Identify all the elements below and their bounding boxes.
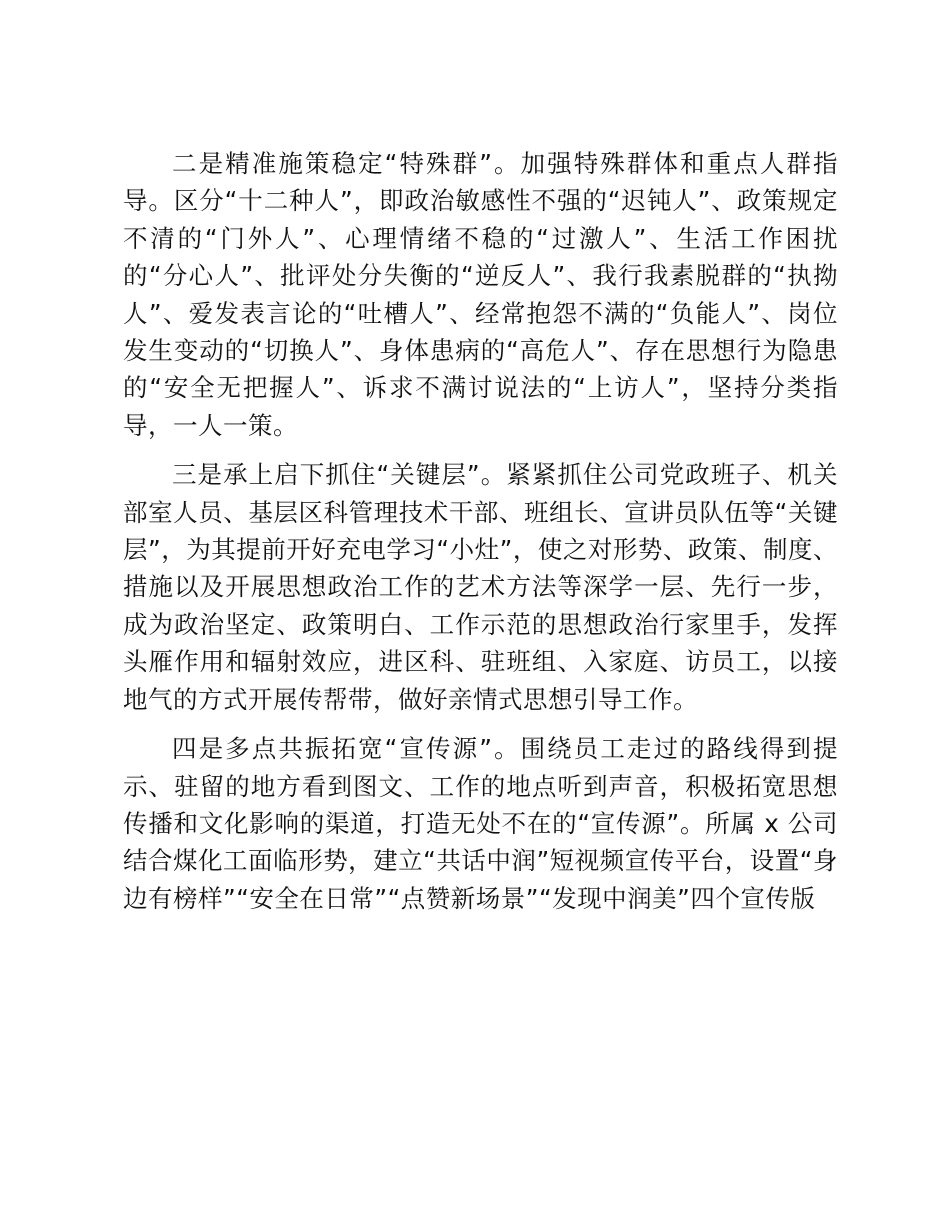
paragraph-special-groups: 二是精准施策稳定“特殊群”。加强特殊群体和重点人群指导。区分“十二种人”，即政治敏感性不强的“迟钝人”、政策规定不清的“门外人”、心理情绪不稳的“过激人”、生活工作困扰的“分心人”、批评处分失衡的“逆反人”、我行我素脱群的“执拗人”、爱发表言论的“吐槽人”、经常抱怨不满的“负能人”、岗位发生变动的“切换人”、身体患病的“高危人”、存在思想行为隐患的“安全无把握人”、诉求不满讨说法的“上访人”，坚持分类指导，一人一策。	[123, 149, 838, 440]
document-body	[123, 145, 838, 929]
paragraph-publicity-source: 四是多点共振拓宽“宣传源”。围绕员工走过的路线得到提示、驻留的地方看到图文、工作的地点听到声音，积极拓宽思想传播和文化影响的渠道，打造无处不在的“宣传源”。所属 x 公司结合煤化工面临形势，建立“共话中润”短视频宣传平台，设置“身边有榜样”“安全在日常”“点赞新场景”“发现中润美”四个宣传版	[123, 734, 838, 913]
paragraph-key-layer: 三是承上启下抓住“关键层”。紧紧抓住公司党政班子、机关部室人员、基层区科管理技术干部、班组长、宣讲员队伍等“关键层”，为其提前开好充电学习“小灶”，使之对形势、政策、制度、措施以及开展思想政治工作的艺术方法等深学一层、先行一步，成为政治坚定、政策明白、工作示范的思想政治行家里手，发挥头雁作用和辐射效应，进区科、驻班组、入家庭、访员工，以接地气的方式开展传帮带，做好亲情式思想引导工作。	[123, 460, 838, 714]
